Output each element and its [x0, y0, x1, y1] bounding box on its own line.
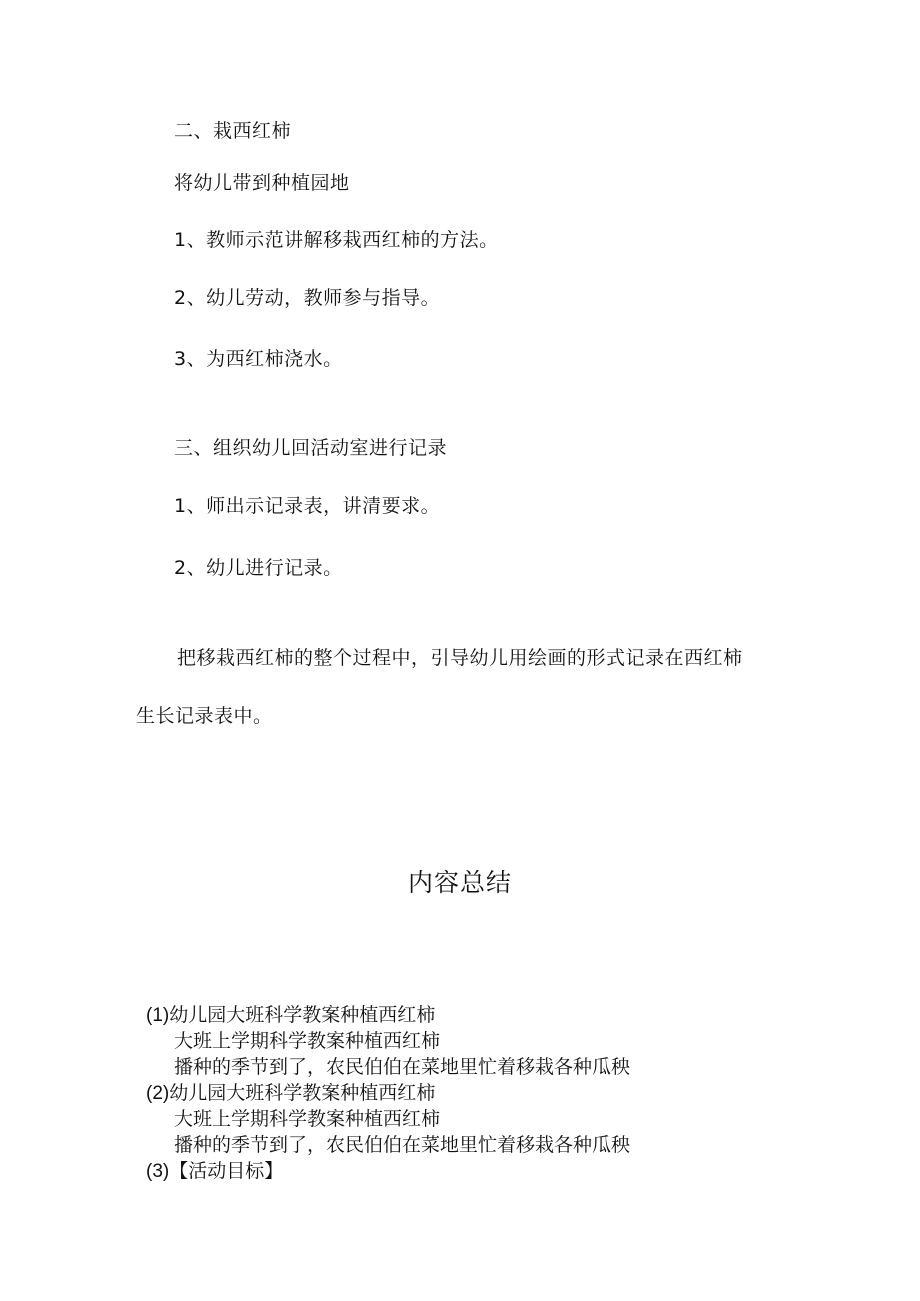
summary-item-1-sub-2: 播种的季节到了，农民伯伯在菜地里忙着移栽各种瓜秧: [174, 1056, 631, 1078]
summary-item-text: 【活动目标】: [169, 1160, 284, 1182]
summary-item-2: [146, 1081, 435, 1106]
summary-item-number: (1): [146, 1005, 170, 1026]
section-2-title: 二、栽西红柿: [174, 120, 292, 142]
summary-item-number: (3): [146, 1161, 170, 1182]
paragraph-line-2: 生长记录表中。: [136, 705, 273, 727]
summary-item-1-sub-1: 大班上学期科学教案种植西红柿: [174, 1030, 441, 1052]
summary-title: 内容总结: [407, 868, 512, 897]
paragraph-line-1: 把移栽西红柿的整个过程中，引导幼儿用绘画的形式记录在西红柿: [177, 647, 743, 669]
section-2-intro: 将幼儿带到种植园地: [174, 172, 350, 194]
section-3-title: 三、组织幼儿回活动室进行记录: [174, 437, 448, 459]
section-2-item-3: 3、为西红柿浇水。: [174, 348, 343, 370]
summary-item-3: [146, 1159, 283, 1184]
summary-item-text: 幼儿园大班科学教案种植西红柿: [169, 1004, 436, 1026]
summary-item-number: (2): [146, 1083, 170, 1104]
summary-item-1: [146, 1003, 435, 1028]
section-3-item-2: 2、幼儿进行记录。: [174, 557, 343, 579]
section-2-item-1: 1、教师示范讲解移栽西红柿的方法。: [174, 229, 499, 251]
section-2-item-2: 2、幼儿劳动，教师参与指导。: [174, 287, 441, 309]
summary-item-text: 幼儿园大班科学教案种植西红柿: [169, 1082, 436, 1104]
summary-item-2-sub-2: 播种的季节到了，农民伯伯在菜地里忙着移栽各种瓜秧: [174, 1134, 631, 1156]
summary-item-2-sub-1: 大班上学期科学教案种植西红柿: [174, 1108, 441, 1130]
section-3-item-1: 1、师出示记录表，讲清要求。: [174, 495, 441, 517]
